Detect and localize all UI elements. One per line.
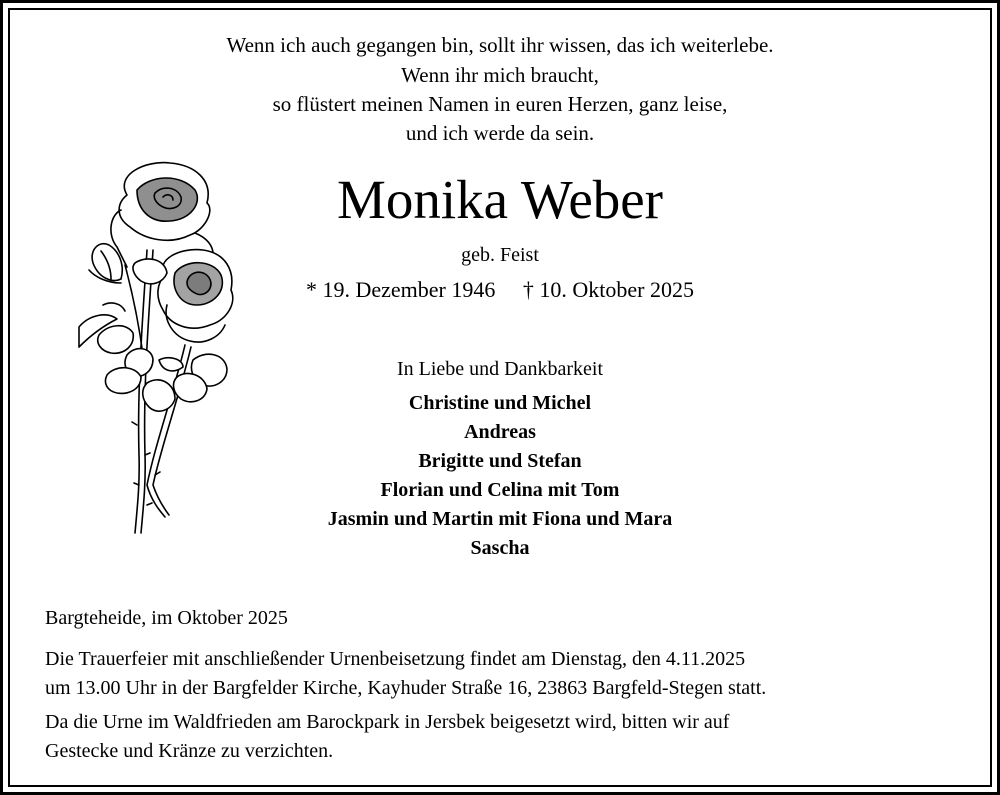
poem-line-1: Wenn ich auch gegangen bin, sollt ihr wissen, das ich weiterlebe. bbox=[226, 33, 774, 57]
deceased-name: Monika Weber bbox=[337, 169, 663, 230]
mourner-name: Andreas bbox=[464, 421, 536, 443]
maiden-name: geb. Feist bbox=[461, 244, 539, 266]
life-dates bbox=[0, 277, 1000, 303]
mourner-name: Christine und Michel bbox=[408, 392, 592, 414]
request-line-1: Da die Urne im Waldfrieden am Barockpark in Jersbek beigesetzt wird, bitten wir auf bbox=[45, 711, 730, 733]
mourner-name: Florian und Celina mit Tom bbox=[380, 479, 620, 501]
request-line-2: Gestecke und Kränze zu verzichten. bbox=[45, 740, 334, 762]
mourner-name: Sascha bbox=[470, 537, 530, 559]
ceremony-line-1: Die Trauerfeier mit anschließender Urnenbeisetzung findet am Dienstag, den 4.11.2025 bbox=[45, 648, 746, 670]
mourner-name: Brigitte und Stefan bbox=[418, 450, 582, 472]
mourners-intro: In Liebe und Dankbarkeit bbox=[396, 358, 604, 380]
poem-line-2: Wenn ihr mich braucht, bbox=[401, 63, 599, 87]
poem-line-4: und ich werde da sein. bbox=[405, 121, 595, 145]
dagger-icon: † bbox=[522, 277, 534, 302]
place-date: Bargteheide, im Oktober 2025 bbox=[45, 607, 288, 629]
birth-symbol: * bbox=[306, 277, 317, 302]
poem-line-3: so flüstert meinen Namen in euren Herzen, ganz leise, bbox=[272, 92, 728, 116]
ceremony-line-2: um 13.00 Uhr in der Bargfelder Kirche, Kayhuder Straße 16, 23863 Bargfeld-Stegen statt. bbox=[45, 677, 767, 699]
birth-date: 19. Dezember 1946 bbox=[322, 277, 496, 302]
mourner-name: Jasmin und Martin mit Fiona und Mara bbox=[327, 508, 673, 530]
death-date: 10. Oktober 2025 bbox=[539, 277, 694, 302]
